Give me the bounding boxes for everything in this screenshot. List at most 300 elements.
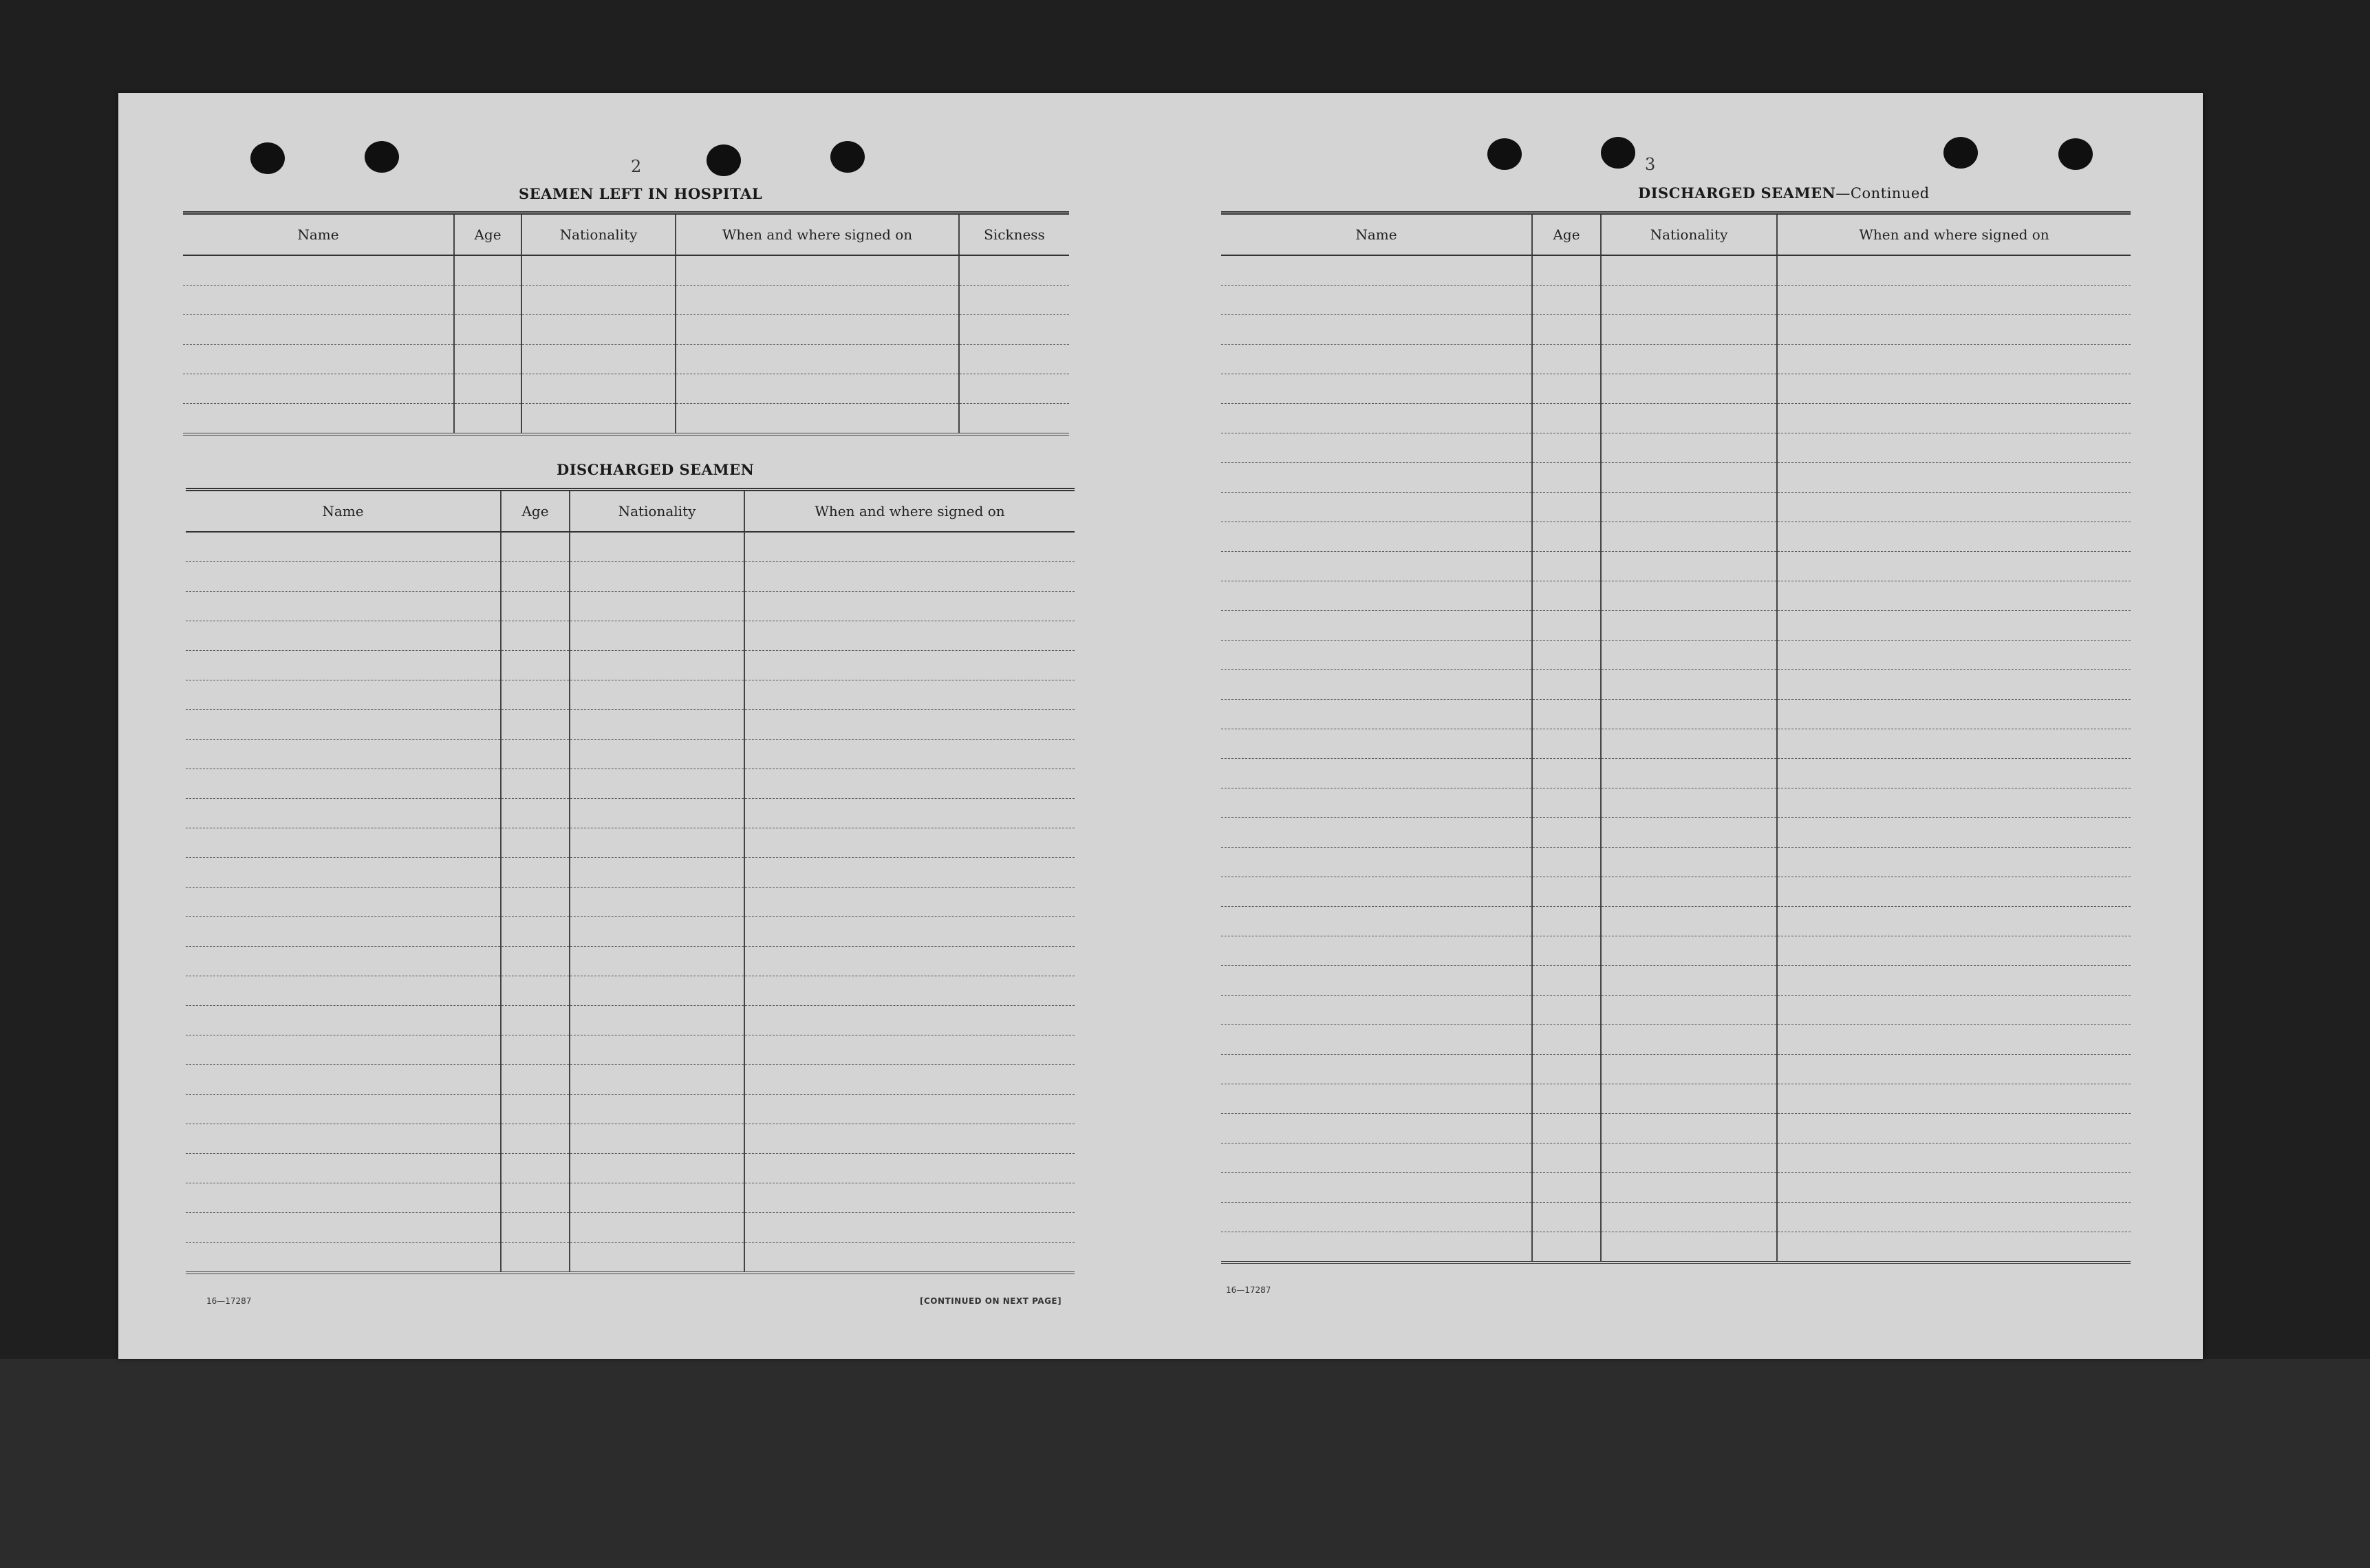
blank-cell[interactable] [501, 1006, 570, 1035]
blank-cell[interactable] [1532, 818, 1601, 848]
blank-cell[interactable] [1221, 1114, 1532, 1143]
blank-cell[interactable] [1221, 286, 1532, 315]
blank-cell[interactable] [744, 828, 1075, 858]
blank-cell[interactable] [1221, 1173, 1532, 1203]
blank-cell[interactable] [1221, 1143, 1532, 1173]
blank-cell[interactable] [744, 947, 1075, 976]
blank-cell[interactable] [1601, 1084, 1777, 1114]
blank-cell[interactable] [744, 592, 1075, 621]
blank-cell[interactable] [1532, 374, 1601, 404]
blank-cell[interactable] [186, 1124, 501, 1154]
blank-cell[interactable] [1777, 463, 2131, 493]
table-row [1221, 611, 2131, 641]
blank-cell[interactable] [1777, 404, 2131, 433]
blank-cell[interactable] [744, 740, 1075, 769]
blank-cell[interactable] [1601, 552, 1777, 581]
blank-cell[interactable] [676, 404, 959, 435]
blank-cell[interactable] [570, 1035, 744, 1065]
blank-cell[interactable] [1777, 1232, 2131, 1263]
blank-cell[interactable] [501, 1243, 570, 1274]
blank-cell[interactable] [501, 710, 570, 740]
blank-cell[interactable] [744, 1183, 1075, 1213]
blank-cell[interactable] [1221, 315, 1532, 345]
blank-cell[interactable] [1532, 581, 1601, 611]
table-row [1221, 729, 2131, 759]
blank-cell[interactable] [501, 858, 570, 888]
blank-cell[interactable] [1532, 433, 1601, 463]
blank-cell[interactable] [186, 1243, 501, 1274]
blank-cell[interactable] [1532, 345, 1601, 374]
blank-cell[interactable] [1601, 1232, 1777, 1263]
blank-cell[interactable] [521, 404, 676, 435]
blank-cell[interactable] [676, 345, 959, 374]
blank-cell[interactable] [1532, 493, 1601, 522]
blank-cell[interactable] [570, 592, 744, 621]
blank-cell[interactable] [676, 286, 959, 315]
blank-cell[interactable] [1532, 1143, 1601, 1173]
blank-cell[interactable] [1532, 255, 1601, 286]
blank-cell[interactable] [570, 562, 744, 592]
table-row [1221, 1114, 2131, 1143]
blank-cell[interactable] [1601, 433, 1777, 463]
blank-cell[interactable] [1601, 463, 1777, 493]
table-row [1221, 255, 2131, 286]
blank-cell[interactable] [521, 255, 676, 286]
blank-cell[interactable] [1601, 670, 1777, 700]
table-row [1221, 493, 2131, 522]
blank-cell[interactable] [1221, 996, 1532, 1025]
punch-hole-icon [830, 141, 865, 173]
table-header-row [183, 213, 1069, 256]
blank-cell[interactable] [570, 1154, 744, 1183]
blank-cell[interactable] [501, 799, 570, 828]
blank-cell[interactable] [1221, 877, 1532, 907]
table-row [1221, 1232, 2131, 1263]
blank-cell[interactable] [1532, 1232, 1601, 1263]
blank-cell[interactable] [1532, 670, 1601, 700]
blank-cell[interactable] [454, 374, 521, 404]
blank-cell[interactable] [1777, 345, 2131, 374]
blank-cell[interactable] [570, 1065, 744, 1095]
blank-cell[interactable] [186, 562, 501, 592]
blank-cell[interactable] [570, 976, 744, 1006]
blank-cell[interactable] [1601, 788, 1777, 818]
blank-cell[interactable] [501, 976, 570, 1006]
blank-cell[interactable] [1777, 286, 2131, 315]
blank-cell[interactable] [501, 1035, 570, 1065]
blank-cell[interactable] [1221, 641, 1532, 670]
blank-cell[interactable] [1221, 611, 1532, 641]
blank-cell[interactable] [1601, 522, 1777, 552]
table-row [186, 680, 1075, 710]
blank-cell[interactable] [521, 315, 676, 345]
blank-cell[interactable] [1221, 788, 1532, 818]
blank-cell[interactable] [501, 917, 570, 947]
blank-cell[interactable] [1777, 996, 2131, 1025]
blank-cell[interactable] [1221, 1084, 1532, 1114]
blank-cell[interactable] [186, 1154, 501, 1183]
blank-cell[interactable] [1532, 788, 1601, 818]
blank-cell[interactable] [570, 532, 744, 562]
column-header: Nationality [1601, 213, 1777, 256]
blank-cell[interactable] [1532, 759, 1601, 788]
blank-cell[interactable] [1777, 818, 2131, 848]
blank-cell[interactable] [1532, 700, 1601, 729]
blank-cell[interactable] [1532, 641, 1601, 670]
blank-cell[interactable] [521, 374, 676, 404]
table-row [1221, 877, 2131, 907]
blank-cell[interactable] [501, 1183, 570, 1213]
blank-cell[interactable] [1532, 1084, 1601, 1114]
blank-cell[interactable] [744, 799, 1075, 828]
table-row [1221, 966, 2131, 996]
blank-cell[interactable] [1221, 670, 1532, 700]
blank-cell[interactable] [186, 1183, 501, 1213]
blank-cell[interactable] [186, 740, 501, 769]
blank-cell[interactable] [1777, 374, 2131, 404]
blank-cell[interactable] [1221, 966, 1532, 996]
blank-cell[interactable] [1532, 315, 1601, 345]
blank-cell[interactable] [1601, 1025, 1777, 1055]
blank-cell[interactable] [570, 740, 744, 769]
blank-cell[interactable] [744, 1065, 1075, 1095]
blank-cell[interactable] [1777, 788, 2131, 818]
blank-cell[interactable] [1777, 315, 2131, 345]
blank-cell[interactable] [1601, 848, 1777, 877]
table-row [1221, 818, 2131, 848]
blank-cell[interactable] [521, 345, 676, 374]
blank-cell[interactable] [186, 828, 501, 858]
blank-cell[interactable] [186, 1065, 501, 1095]
blank-cell[interactable] [1532, 729, 1601, 759]
punch-hole-icon [707, 144, 741, 176]
blank-cell[interactable] [1777, 670, 2131, 700]
blank-cell[interactable] [744, 1095, 1075, 1124]
blank-cell[interactable] [454, 345, 521, 374]
blank-cell[interactable] [1601, 315, 1777, 345]
table-row [183, 286, 1069, 315]
blank-cell[interactable] [570, 1124, 744, 1154]
blank-cell[interactable] [1532, 552, 1601, 581]
table-row [186, 1006, 1075, 1035]
blank-cell[interactable] [1221, 522, 1532, 552]
blank-cell[interactable] [501, 828, 570, 858]
table-row [1221, 1055, 2131, 1084]
blank-cell[interactable] [744, 1124, 1075, 1154]
blank-cell[interactable] [1777, 1203, 2131, 1232]
blank-cell[interactable] [186, 1213, 501, 1243]
blank-cell[interactable] [744, 888, 1075, 917]
blank-cell[interactable] [501, 1213, 570, 1243]
blank-cell[interactable] [1532, 404, 1601, 433]
blank-cell[interactable] [1532, 286, 1601, 315]
blank-cell[interactable] [186, 532, 501, 562]
blank-cell[interactable] [1777, 493, 2131, 522]
blank-cell[interactable] [1777, 255, 2131, 286]
scan-background [0, 1359, 2370, 1568]
blank-cell[interactable] [744, 710, 1075, 740]
blank-cell[interactable] [1532, 1203, 1601, 1232]
blank-cell[interactable] [1221, 759, 1532, 788]
blank-cell[interactable] [186, 651, 501, 680]
blank-cell[interactable] [570, 680, 744, 710]
blank-cell[interactable] [1777, 759, 2131, 788]
blank-cell[interactable] [501, 680, 570, 710]
blank-cell[interactable] [1221, 345, 1532, 374]
blank-cell[interactable] [959, 315, 1069, 345]
blank-cell[interactable] [501, 740, 570, 769]
blank-cell[interactable] [1601, 729, 1777, 759]
blank-cell[interactable] [501, 621, 570, 651]
blank-cell[interactable] [744, 532, 1075, 562]
blank-cell[interactable] [1601, 877, 1777, 907]
title-bold: DISCHARGED SEAMEN [1638, 184, 1836, 202]
blank-cell[interactable] [1532, 877, 1601, 907]
blank-cell[interactable] [501, 1154, 570, 1183]
blank-cell[interactable] [744, 1213, 1075, 1243]
blank-cell[interactable] [1777, 581, 2131, 611]
blank-cell[interactable] [501, 651, 570, 680]
table-row [183, 374, 1069, 404]
blank-cell[interactable] [1777, 552, 2131, 581]
blank-cell[interactable] [676, 374, 959, 404]
blank-cell[interactable] [1221, 581, 1532, 611]
blank-cell[interactable] [521, 286, 676, 315]
blank-cell[interactable] [186, 710, 501, 740]
blank-cell[interactable] [1221, 463, 1532, 493]
blank-cell[interactable] [1221, 818, 1532, 848]
blank-cell[interactable] [1532, 848, 1601, 877]
blank-cell[interactable] [570, 710, 744, 740]
blank-cell[interactable] [570, 828, 744, 858]
blank-cell[interactable] [1532, 1055, 1601, 1084]
blank-cell[interactable] [1601, 1173, 1777, 1203]
blank-cell[interactable] [501, 1095, 570, 1124]
blank-cell[interactable] [454, 255, 521, 286]
column-header: When and where signed on [676, 213, 959, 256]
blank-cell[interactable] [186, 1006, 501, 1035]
blank-cell[interactable] [1777, 1084, 2131, 1114]
table-row [186, 532, 1075, 562]
blank-cell[interactable] [959, 286, 1069, 315]
blank-cell[interactable] [570, 799, 744, 828]
table-header-row [186, 490, 1075, 533]
table-row [1221, 286, 2131, 315]
table-row [1221, 1203, 2131, 1232]
blank-cell[interactable] [1221, 433, 1532, 463]
blank-cell[interactable] [1777, 966, 2131, 996]
blank-cell[interactable] [959, 345, 1069, 374]
blank-cell[interactable] [1777, 522, 2131, 552]
blank-cell[interactable] [1532, 1025, 1601, 1055]
blank-cell[interactable] [501, 562, 570, 592]
blank-cell[interactable] [744, 651, 1075, 680]
blank-cell[interactable] [570, 917, 744, 947]
blank-cell[interactable] [570, 947, 744, 976]
blank-cell[interactable] [183, 345, 454, 374]
table-row [186, 1183, 1075, 1213]
blank-cell[interactable] [1777, 1025, 2131, 1055]
blank-cell[interactable] [1777, 641, 2131, 670]
blank-cell[interactable] [501, 1065, 570, 1095]
blank-cell[interactable] [676, 315, 959, 345]
blank-cell[interactable] [186, 769, 501, 799]
blank-cell[interactable] [570, 621, 744, 651]
blank-cell[interactable] [1532, 966, 1601, 996]
blank-cell[interactable] [1221, 552, 1532, 581]
blank-cell[interactable] [1601, 641, 1777, 670]
blank-cell[interactable] [744, 1154, 1075, 1183]
blank-cell[interactable] [744, 1006, 1075, 1035]
blank-cell[interactable] [744, 976, 1075, 1006]
blank-cell[interactable] [183, 315, 454, 345]
blank-cell[interactable] [501, 1124, 570, 1154]
blank-cell[interactable] [1777, 729, 2131, 759]
blank-cell[interactable] [744, 917, 1075, 947]
blank-cell[interactable] [1221, 1055, 1532, 1084]
table-row [186, 1213, 1075, 1243]
blank-cell[interactable] [744, 858, 1075, 888]
blank-cell[interactable] [744, 769, 1075, 799]
blank-cell[interactable] [186, 592, 501, 621]
blank-cell[interactable] [744, 1243, 1075, 1274]
blank-cell[interactable] [1601, 255, 1777, 286]
blank-cell[interactable] [1601, 936, 1777, 966]
blank-cell[interactable] [744, 1035, 1075, 1065]
blank-cell[interactable] [1601, 818, 1777, 848]
blank-cell[interactable] [1777, 611, 2131, 641]
blank-cell[interactable] [186, 976, 501, 1006]
blank-cell[interactable] [570, 1213, 744, 1243]
blank-cell[interactable] [1777, 1114, 2131, 1143]
blank-cell[interactable] [1221, 1025, 1532, 1055]
table-row [1221, 641, 2131, 670]
blank-cell[interactable] [1777, 1143, 2131, 1173]
blank-cell[interactable] [186, 1095, 501, 1124]
blank-cell[interactable] [1221, 848, 1532, 877]
blank-cell[interactable] [959, 255, 1069, 286]
blank-cell[interactable] [1601, 493, 1777, 522]
blank-cell[interactable] [501, 592, 570, 621]
blank-cell[interactable] [454, 404, 521, 435]
blank-cell[interactable] [570, 1095, 744, 1124]
blank-cell[interactable] [1221, 374, 1532, 404]
blank-cell[interactable] [1601, 345, 1777, 374]
blank-cell[interactable] [501, 769, 570, 799]
blank-cell[interactable] [1532, 1173, 1601, 1203]
blank-cell[interactable] [1777, 1173, 2131, 1203]
blank-cell[interactable] [744, 621, 1075, 651]
blank-cell[interactable] [744, 680, 1075, 710]
blank-cell[interactable] [186, 888, 501, 917]
blank-cell[interactable] [1601, 611, 1777, 641]
blank-cell[interactable] [186, 917, 501, 947]
blank-cell[interactable] [1221, 1203, 1532, 1232]
blank-cell[interactable] [1601, 404, 1777, 433]
blank-cell[interactable] [183, 404, 454, 435]
blank-cell[interactable] [1777, 936, 2131, 966]
blank-cell[interactable] [1221, 936, 1532, 966]
blank-cell[interactable] [570, 1006, 744, 1035]
blank-cell[interactable] [186, 799, 501, 828]
blank-cell[interactable] [1221, 907, 1532, 936]
blank-cell[interactable] [959, 404, 1069, 435]
blank-cell[interactable] [186, 1035, 501, 1065]
blank-cell[interactable] [570, 1183, 744, 1213]
blank-cell[interactable] [1777, 1055, 2131, 1084]
blank-cell[interactable] [501, 947, 570, 976]
blank-cell[interactable] [1532, 611, 1601, 641]
blank-cell[interactable] [183, 286, 454, 315]
blank-cell[interactable] [1532, 996, 1601, 1025]
blank-cell[interactable] [570, 651, 744, 680]
blank-cell[interactable] [1777, 907, 2131, 936]
blank-cell[interactable] [186, 947, 501, 976]
blank-cell[interactable] [1221, 255, 1532, 286]
blank-cell[interactable] [1532, 1114, 1601, 1143]
discharged-continued-title [1638, 184, 1930, 202]
blank-cell[interactable] [1221, 493, 1532, 522]
blank-cell[interactable] [1601, 700, 1777, 729]
blank-cell[interactable] [1601, 907, 1777, 936]
blank-cell[interactable] [1532, 936, 1601, 966]
blank-cell[interactable] [570, 1243, 744, 1274]
blank-cell[interactable] [501, 888, 570, 917]
blank-cell[interactable] [183, 255, 454, 286]
table-row [186, 1035, 1075, 1065]
blank-cell[interactable] [501, 532, 570, 562]
table-row [186, 592, 1075, 621]
blank-cell[interactable] [1221, 729, 1532, 759]
column-header: Age [501, 490, 570, 533]
blank-cell[interactable] [1532, 907, 1601, 936]
blank-cell[interactable] [1777, 848, 2131, 877]
blank-cell[interactable] [744, 562, 1075, 592]
blank-cell[interactable] [570, 858, 744, 888]
blank-cell[interactable] [186, 858, 501, 888]
blank-cell[interactable] [1601, 996, 1777, 1025]
blank-cell[interactable] [676, 255, 959, 286]
blank-cell[interactable] [183, 374, 454, 404]
table-row [183, 345, 1069, 374]
blank-cell[interactable] [1601, 286, 1777, 315]
blank-cell[interactable] [1221, 1232, 1532, 1263]
blank-cell[interactable] [1221, 700, 1532, 729]
blank-cell[interactable] [1532, 522, 1601, 552]
blank-cell[interactable] [1601, 1114, 1777, 1143]
blank-cell[interactable] [1601, 581, 1777, 611]
blank-cell[interactable] [1601, 966, 1777, 996]
blank-cell[interactable] [1777, 700, 2131, 729]
blank-cell[interactable] [186, 621, 501, 651]
punch-hole-icon [1487, 138, 1522, 170]
blank-cell[interactable] [186, 680, 501, 710]
blank-cell[interactable] [1601, 759, 1777, 788]
blank-cell[interactable] [1601, 1055, 1777, 1084]
blank-cell[interactable] [454, 315, 521, 345]
blank-cell[interactable] [959, 374, 1069, 404]
blank-cell[interactable] [570, 888, 744, 917]
blank-cell[interactable] [1777, 877, 2131, 907]
blank-cell[interactable] [1777, 433, 2131, 463]
blank-cell[interactable] [570, 769, 744, 799]
blank-cell[interactable] [1601, 374, 1777, 404]
blank-cell[interactable] [1601, 1143, 1777, 1173]
blank-cell[interactable] [1601, 1203, 1777, 1232]
blank-cell[interactable] [1221, 404, 1532, 433]
blank-cell[interactable] [1532, 463, 1601, 493]
blank-cell[interactable] [454, 286, 521, 315]
